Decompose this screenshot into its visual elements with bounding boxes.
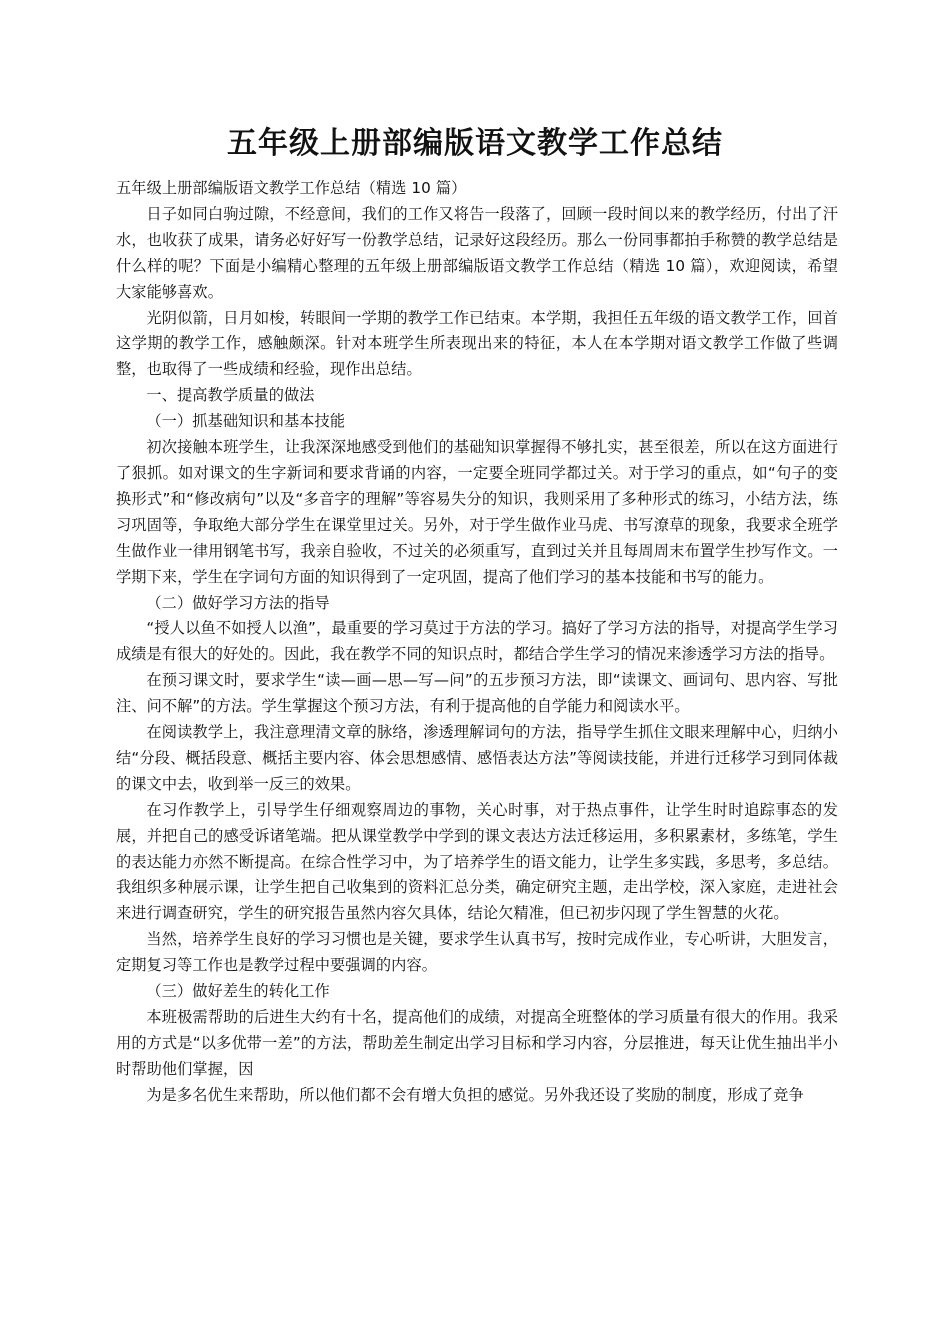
paragraph-continued: 为是多名优生来帮助，所以他们都不会有增大负担的感觉。另外我还设了奖励的制度，形成了竞争 (146, 1085, 804, 1104)
paragraph-method-intro: “授人以鱼不如授人以渔”，最重要的学习莫过于方法的学习。搞好了学习方法的指导，对提高学生学习成绩是有很大的好处的。因此，我在教学不同的知识点时，都结合学生学习的情况来渗透学习方法的指导。 (116, 619, 838, 664)
paragraph-preview: 在预习课文时，要求学生“读—画—思—写—问”的五步预习方法，即“读课文、画词句、思内容、写批注、问不解”的方法。学生掌握这个预习方法，有利于提高他的自学能力和阅读水平。 (116, 671, 838, 716)
document-subtitle: 五年级上册部编版语文教学工作总结（精选 10 篇） (116, 179, 467, 197)
paragraph-habits: 当然，培养学生良好的学习习惯也是关键，要求学生认真书写，按时完成作业，专心听讲，大胆发言，定期复习等工作也是教学过程中要强调的内容。 (116, 930, 838, 975)
document-body (116, 176, 838, 1109)
subsection-heading-1: （一）抓基础知识和基本技能 (146, 412, 346, 431)
subsection-heading-3: （三）做好差生的转化工作 (146, 982, 330, 1001)
paragraph-reading: 在阅读教学上，我注意理清文章的脉络，渗透理解词句的方法，指导学生抓住文眼来理解中心，归纳小结“分段、概括段意、概括主要内容、体会思想感情、感悟表达方法”等阅读技能，并进行迁移学习到同体裁的课文中去，收到举一反三的效果。 (116, 723, 838, 793)
section-heading-1: 一、提高教学质量的做法 (146, 386, 315, 405)
paragraph-writing: 在习作教学上，引导学生仔细观察周边的事物，关心时事，对于热点事件，让学生时时追踪事态的发展，并把自己的感受诉诸笔端。把从课堂教学中学到的课文表达方法迁移运用，多积累素材，多练笔，学生的表达能力亦然不断提高。在综合性学习中，为了培养学生的语文能力，让学生多实践，多思考，多总结。我组织多种展示课，让学生把自己收集到的资料汇总分类，确定研究主题，走出学校，深入家庭，走进社会来进行调查研究，学生的研究报告虽然内容欠具体，结论欠精准，但已初步闪现了学生智慧的火花。 (116, 800, 838, 923)
paragraph-basics: 初次接触本班学生，让我深深地感受到他们的基础知识掌握得不够扎实，甚至很差，所以在这方面进行了狠抓。如对课文的生字新词和要求背诵的内容，一定要全班同学都过关。对于学习的重点，如“句子的变换形式”和“修改病句”以及“多音字的理解”等容易失分的知识，我则采用了多种形式的练习，小结方法，练习巩固等，争取绝大部分学生在课堂里过关。另外，对于学生做作业马虎、书写潦草的现象，我要求全班学生做作业一律用钢笔书写，我亲自验收，不过关的必须重写，直到过关并且每周周末布置学生抄写作文。一学期下来，学生在字词句方面的知识得到了一定巩固，提高了他们学习的基本技能和书写的能力。 (116, 438, 838, 586)
paragraph-intro: 日子如同白驹过隙，不经意间，我们的工作又将告一段落了，回顾一段时间以来的教学经历，付出了汗水，也收获了成果，请务必好好写一份教学总结，记录好这段经历。那么一份同事都拍手称赞的教学总结是什么样的呢？下面是小编精心整理的五年级上册部编版语文教学工作总结（精选 10 篇），欢迎阅读，希望大家能够喜欢。 (116, 204, 838, 301)
paragraph-students: 本班极需帮助的后进生大约有十名，提高他们的成绩，对提高全班整体的学习质量有很大的作用。我采用的方式是“以多优带一差”的方法，帮助差生制定出学习目标和学习内容，分层推进，每天让优生抽出半小时帮助他们掌握，因 (116, 1008, 838, 1078)
subsection-heading-2: （二）做好学习方法的指导 (146, 593, 330, 612)
document-title: 五年级上册部编版语文教学工作总结 (227, 126, 723, 162)
paragraph-overview: 光阴似箭，日月如梭，转眼间一学期的教学工作已结束。本学期，我担任五年级的语文教学工作，回首这学期的教学工作，感触颇深。针对本班学生所表现出来的特征，本人在本学期对语文教学工作做了些调整，也取得了一些成绩和经验，现作出总结。 (116, 308, 838, 379)
